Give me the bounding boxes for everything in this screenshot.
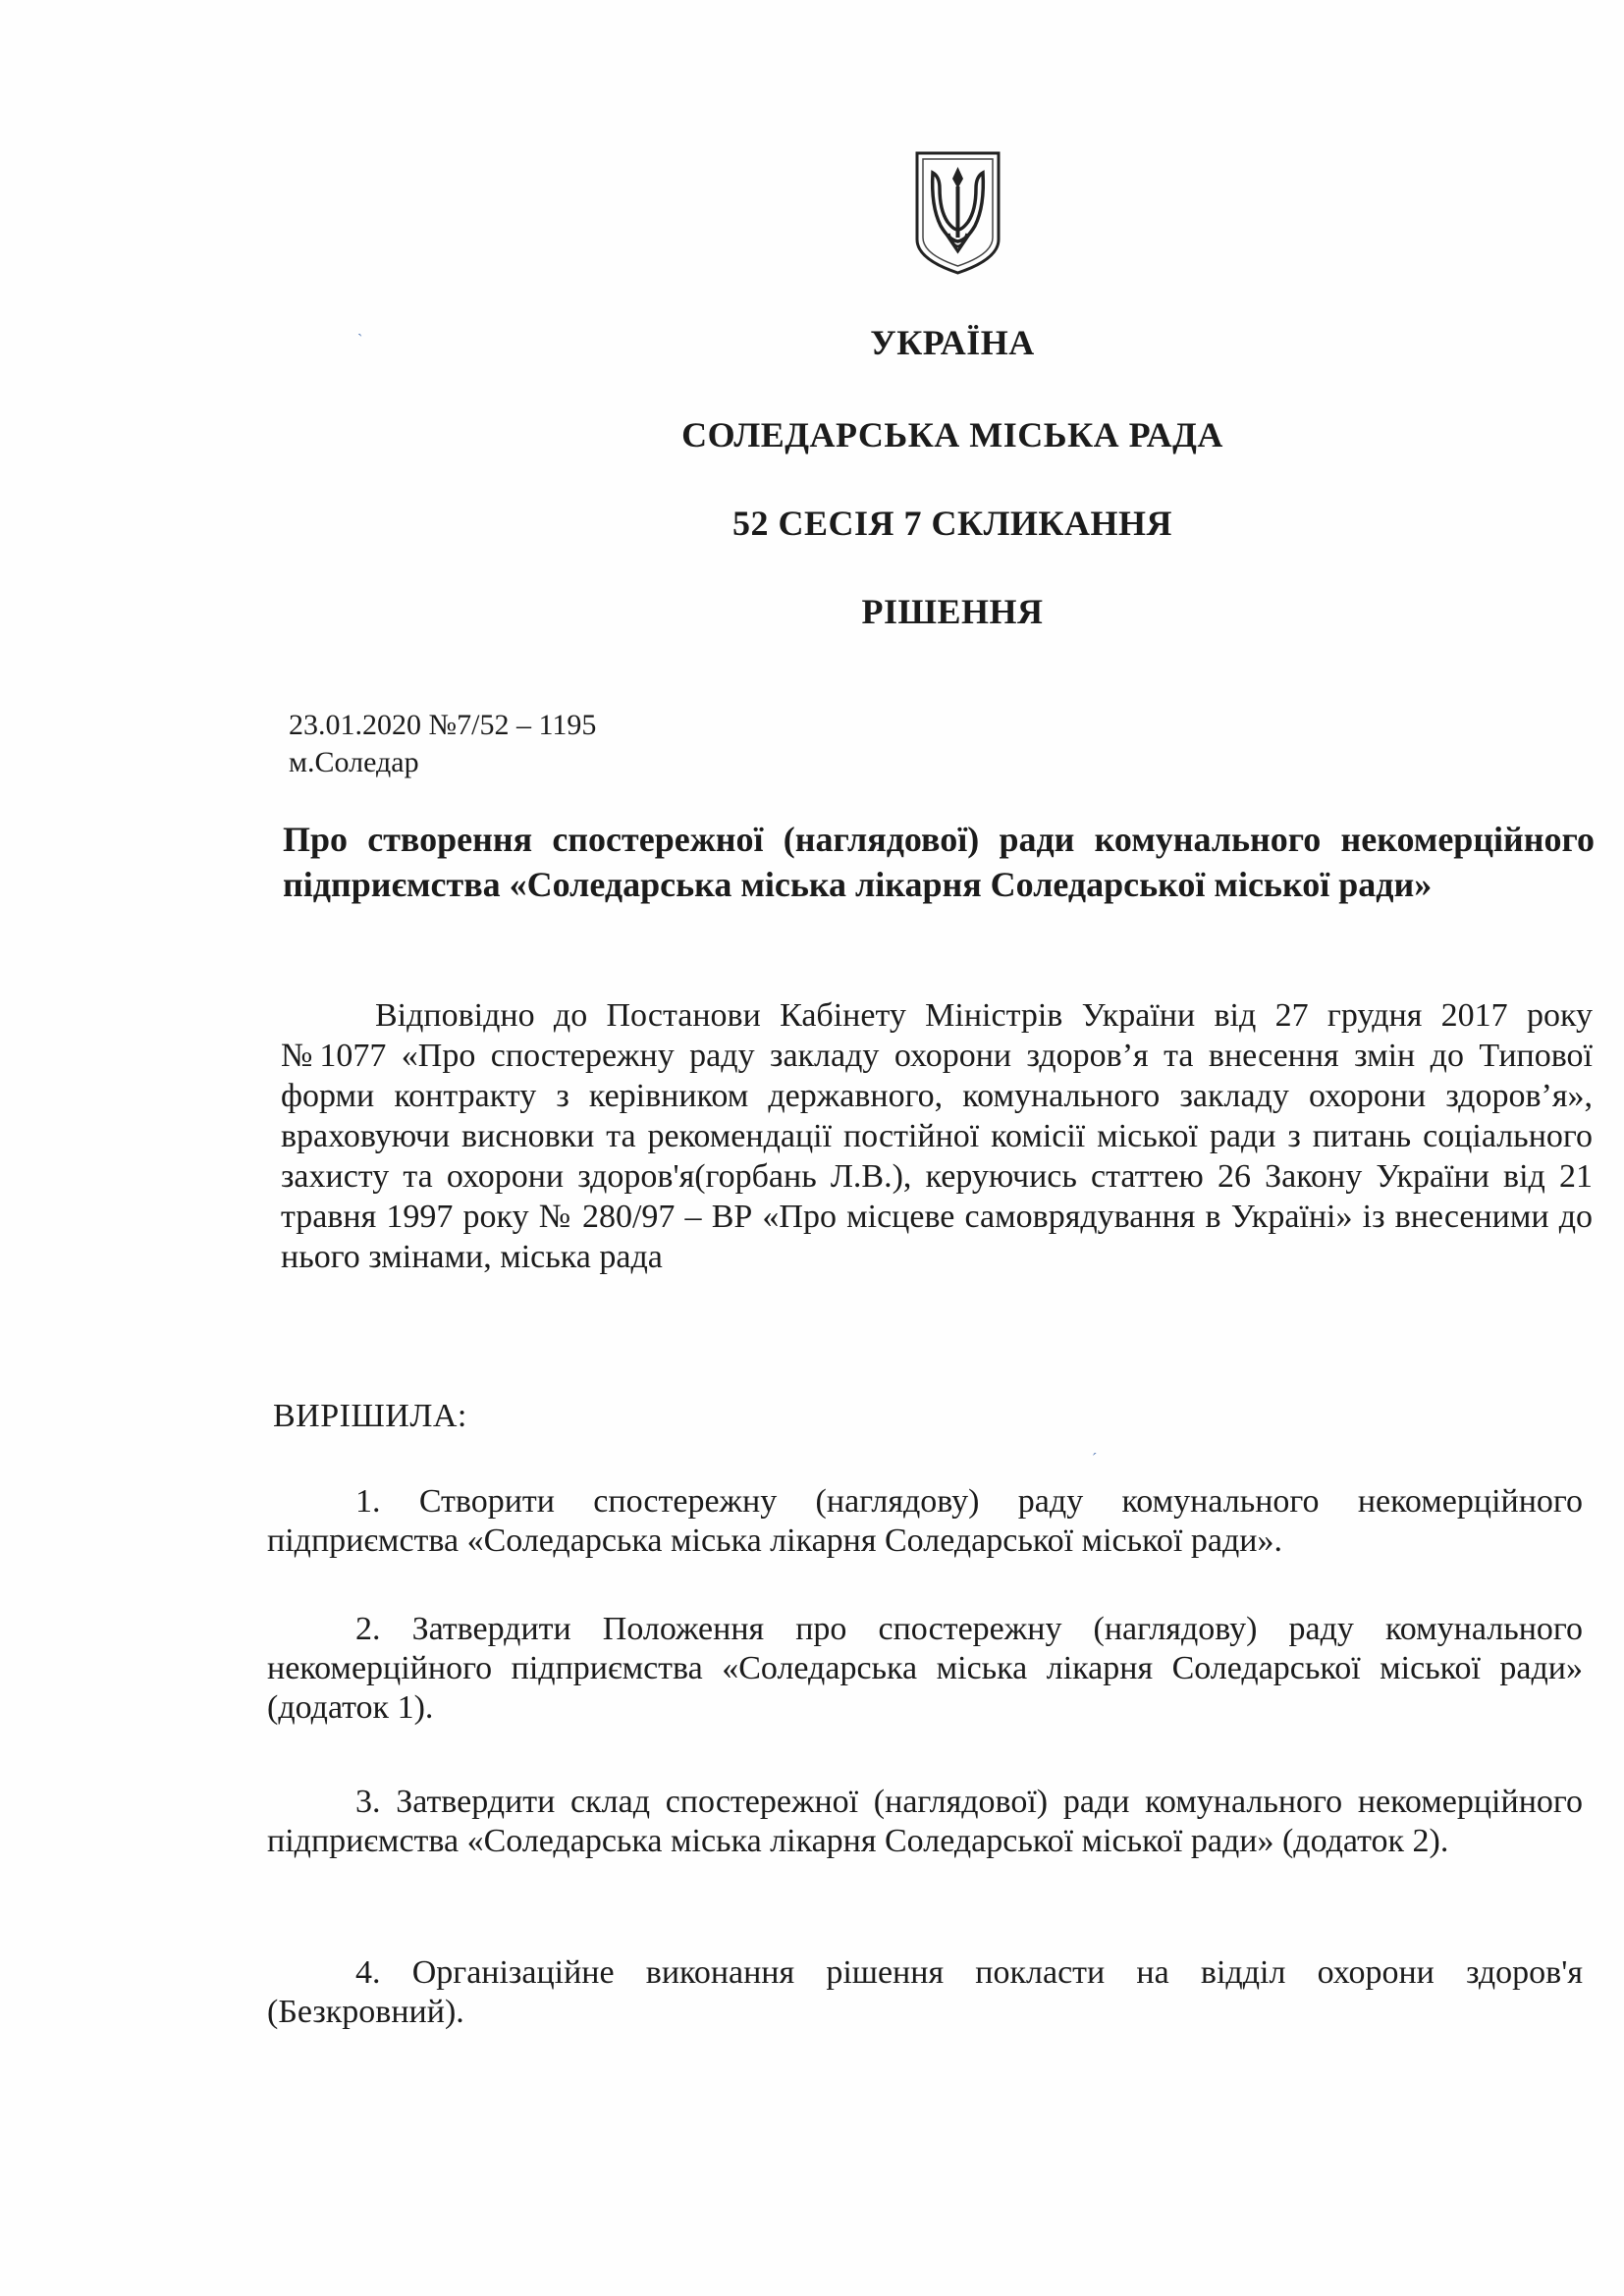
decision-item-3: 3. Затвердити склад спостережної (наглядової) ради комунального некомерційного підприємства «Соледарська міська лікарня Соледарської міської ради» (додаток 2). — [267, 1784, 1583, 1859]
session-heading: 52 СЕСІЯ 7 СКЛИКАННЯ — [731, 504, 1173, 543]
ink-speck: ˊ — [1092, 1451, 1098, 1468]
preamble-paragraph: Відповідно до Постанови Кабінету Міністрів України від 27 грудня 2017 року №1077 «Про спостережну раду закладу охорони здоров’я та внесення змін до Типової форми контракту з керівником державного, комунального закладу охорони здоров’я», враховуючи висновки та рекомендації постійної комісії міської ради з питань соціального захисту та охорони здоров'я(горбань Л.В.), керуючись статтею 26 Закону України від 21 травня 1997 року № 280/97 – ВР «Про місцеве самоврядування в Україні» із внесеними до нього змінами, міська рада — [281, 997, 1593, 1275]
date-and-number: 23.01.2020 №7/52 – 1195 — [289, 709, 597, 741]
country-heading: УКРАЇНА — [870, 323, 1035, 362]
decision-item-4: 4. Організаційне виконання рішення покласти на відділ охорони здоров'я (Безкровний). — [267, 1954, 1583, 2030]
place-of-issue: м.Соледар — [289, 746, 419, 778]
decision-item-1: 1. Створити спостережну (наглядову) раду комунального некомерційного підприємства «Соледарська міська лікарня Соледарської міської ради». — [267, 1483, 1583, 1559]
decision-item-2: 2. Затвердити Положення про спостережну (наглядову) раду комунального некомерційного підприємства «Соледарська міська лікарня Соледарської міської ради» (додаток 1). — [267, 1611, 1583, 1726]
decided-label: ВИРІШИЛА: — [273, 1398, 467, 1434]
council-heading: СОЛЕДАРСЬКА МІСЬКА РАДА — [681, 415, 1223, 454]
coat-of-arms-trident-icon — [911, 149, 1004, 277]
ink-speck: ˋ — [357, 332, 363, 348]
decision-subject: Про створення спостережної (наглядової) ради комунального некомерційного підприємства «Соледарська міська лікарня Соледарської міської ради» — [283, 820, 1595, 904]
document-type-heading: РІШЕННЯ — [861, 592, 1044, 631]
